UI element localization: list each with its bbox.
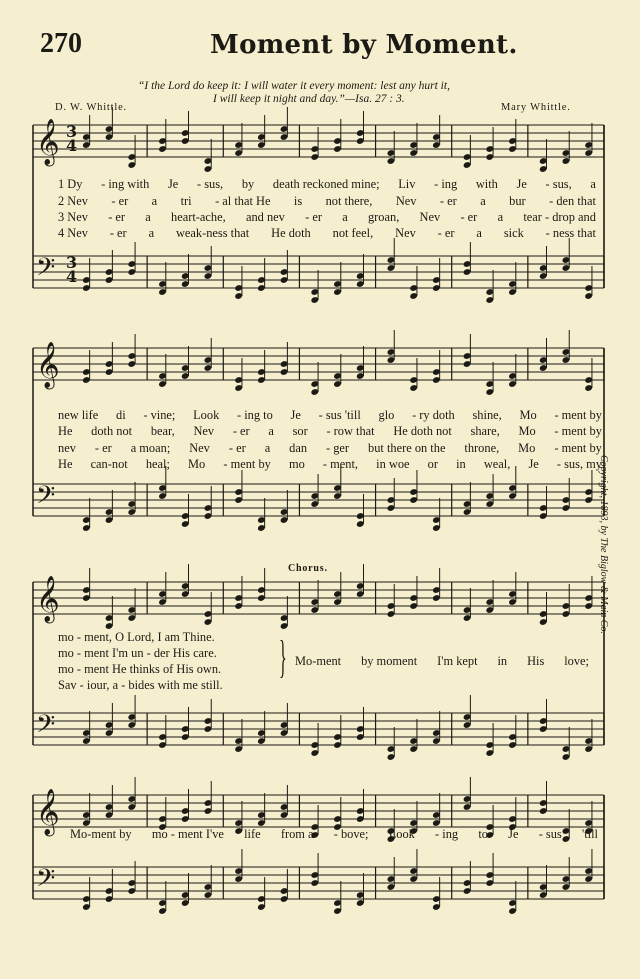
lyric-syllable: - ment,: [322, 457, 359, 471]
verse-2-line-2: [58, 424, 602, 439]
lyric-syllable: - sus,: [196, 177, 224, 191]
lyric-syllable: - sus, my: [556, 457, 602, 471]
lyric-syllable: Mo: [519, 408, 537, 422]
lyric-syllable: He: [58, 424, 73, 438]
lyric-syllable: doth not: [91, 424, 133, 438]
verse-4-line-1: [58, 226, 596, 241]
page-number: 270: [40, 28, 82, 59]
verse-3-line-2: [58, 441, 602, 456]
verse-3-line-3: mo - ment He thinks of His own.: [58, 662, 222, 676]
chorus-refrain-line: [295, 654, 589, 669]
lyric-syllable: a: [145, 210, 151, 224]
verse-1-line-1: [58, 177, 596, 192]
lyric-syllable: Nev: [395, 194, 417, 208]
lyric-syllable: - er: [460, 210, 478, 224]
lyric-syllable: Nev: [395, 226, 416, 240]
lyric-syllable: - er: [111, 194, 129, 208]
lyric-syllable: a: [268, 424, 274, 438]
lyric-syllable: not feel,: [332, 226, 374, 240]
lyric-syllable: can-not: [90, 457, 128, 471]
lyric-syllable: - row that: [326, 424, 375, 438]
lyric-syllable: Je: [528, 457, 539, 471]
lyric-syllable: - er: [228, 441, 246, 455]
lyric-syllable: with: [475, 177, 498, 191]
chorus-line-2: [70, 827, 598, 842]
lyric-syllable: Liv: [398, 177, 416, 191]
verse-2-line-3: mo - ment I'm un - der His care.: [58, 646, 217, 660]
lyric-syllable: mo - ment I've: [151, 827, 224, 841]
lyric-syllable: He doth not: [393, 424, 452, 438]
lyric-syllable: weak-ness that: [175, 226, 250, 240]
lyric-syllable: - ment by: [554, 424, 602, 438]
lyric-syllable: or: [427, 457, 438, 471]
lyric-syllable: from a: [280, 827, 314, 841]
lyric-syllable: Je: [167, 177, 179, 191]
lyric-syllable: I'm kept: [437, 654, 478, 668]
lyric-syllable: - al that He: [215, 194, 271, 208]
lyric-syllable: - ing: [434, 177, 458, 191]
lyric-syllable: sick: [503, 226, 524, 240]
lyric-syllable: tear - drop and: [523, 210, 596, 224]
verse-1-line-3: mo - ment, O Lord, I am Thine.: [58, 630, 215, 644]
lyric-syllable: mo: [288, 457, 305, 471]
lyric-syllable: a: [148, 226, 155, 240]
lyric-syllable: - er: [94, 441, 112, 455]
bass-clef-icon: 𝄢: [36, 253, 56, 288]
lyric-syllable: dan: [289, 441, 308, 455]
lyric-syllable: Mo: [188, 457, 206, 471]
lyric-syllable: - ment by: [223, 457, 271, 471]
lyric-syllable: but there on the: [368, 441, 446, 455]
time-signature: 3: [66, 253, 78, 272]
lyric-syllable: - bove;: [333, 827, 369, 841]
lyric-syllable: bur: [509, 194, 526, 208]
hymn-title: Moment by Moment.: [210, 30, 518, 60]
lyric-syllable: - er: [232, 424, 250, 438]
lyric-syllable: - sus 'till: [318, 408, 361, 422]
lyric-syllable: 3 Nev: [58, 210, 88, 224]
lyric-syllable: shine,: [472, 408, 502, 422]
lyric-syllable: - ger: [326, 441, 350, 455]
verse-4-line-3: Sav - iour, a - bides with me still.: [58, 678, 223, 692]
lyric-syllable: Je: [508, 827, 519, 841]
copyright-notice: Copyright, 1893, by The Biglow & Main Co.: [598, 455, 609, 634]
lyric-syllable: - er: [437, 226, 455, 240]
lyric-syllable: - vine;: [143, 408, 176, 422]
lyric-syllable: 1 Dy: [58, 177, 83, 191]
lyric-syllable: - ness that: [545, 226, 596, 240]
lyric-syllable: in: [497, 654, 508, 668]
lyric-syllable: - sus,: [545, 177, 572, 191]
lyric-syllable: weal,: [483, 457, 511, 471]
verse-2-line-1: [58, 194, 596, 209]
lyric-syllable: a: [497, 210, 504, 224]
lyric-syllable: Mo: [518, 424, 536, 438]
lyric-syllable: Mo-ment: [295, 654, 342, 668]
lyric-syllable: a: [590, 177, 596, 191]
treble-clef-icon: 𝄞: [36, 119, 60, 165]
lyric-syllable: Je: [290, 408, 301, 422]
time-signature: 4: [66, 267, 78, 286]
chorus-label: Chorus.: [288, 563, 328, 574]
lyric-syllable: glo: [378, 408, 395, 422]
lyric-syllable: a moan;: [130, 441, 171, 455]
lyric-syllable: Mo-ment by: [70, 827, 132, 841]
lyric-syllable: life: [244, 827, 261, 841]
lyric-syllable: Nev: [193, 424, 215, 438]
lyric-syllable: Nev: [419, 210, 441, 224]
lyric-syllable: groan,: [367, 210, 400, 224]
lyric-syllable: - ment by: [554, 441, 602, 455]
lyric-syllable: death reckoned mine;: [272, 177, 380, 191]
verse-3-line-1: [58, 210, 596, 225]
lyric-syllable: - er: [439, 194, 457, 208]
lyric-syllable: a: [480, 194, 486, 208]
author-credit: D. W. Whittle.: [55, 102, 127, 113]
treble-clef-icon: 𝄞: [36, 789, 60, 835]
lyric-syllable: throne,: [464, 441, 500, 455]
lyric-syllable: share,: [470, 424, 500, 438]
lyric-syllable: a: [264, 441, 271, 455]
verse-4-line-2: [58, 457, 602, 472]
lyric-syllable: sor: [292, 424, 308, 438]
epigraph-line-1: “I the Lord do keep it: I will water it every moment: lest any hurt it,: [138, 80, 450, 92]
lyric-syllable: by moment: [361, 654, 418, 668]
lyric-syllable: 4 Nev: [58, 226, 88, 240]
bass-clef-icon: 𝄢: [36, 481, 56, 516]
lyric-syllable: is: [293, 194, 303, 208]
lyric-syllable: - ry doth: [412, 408, 455, 422]
treble-clef-icon: 𝄞: [36, 342, 60, 388]
lyric-syllable: He doth: [271, 226, 311, 240]
lyric-syllable: heart-ache,: [171, 210, 226, 224]
epigraph-line-2: I will keep it night and day.”—Isa. 27 : 3.: [213, 93, 405, 105]
lyric-syllable: - er: [109, 226, 127, 240]
lyric-syllable: - den that: [549, 194, 596, 208]
lyric-syllable: Je: [516, 177, 527, 191]
lyric-syllable: tri: [180, 194, 192, 208]
lyric-syllable: bear,: [150, 424, 175, 438]
lyric-syllable: heal;: [145, 457, 170, 471]
lyric-syllable: in woe: [376, 457, 410, 471]
lyric-syllable: - ing to: [237, 408, 273, 422]
lyric-syllable: not there,: [325, 194, 373, 208]
lyric-syllable: di: [116, 408, 126, 422]
verse-brace: }: [279, 631, 287, 682]
time-signature: 3: [66, 122, 78, 141]
lyric-syllable: - sus: [538, 827, 562, 841]
lyric-syllable: and nev: [245, 210, 285, 224]
lyric-syllable: in: [456, 457, 466, 471]
lyric-syllable: Look: [193, 408, 220, 422]
lyric-syllable: Nev: [189, 441, 210, 455]
lyric-syllable: His: [527, 654, 545, 668]
lyric-syllable: 2 Nev: [58, 194, 88, 208]
lyric-syllable: a: [151, 194, 158, 208]
lyric-syllable: - ment by: [554, 408, 602, 422]
lyric-syllable: Look: [388, 827, 415, 841]
lyric-syllable: - ing with: [101, 177, 150, 191]
lyric-syllable: a: [342, 210, 348, 224]
lyric-syllable: - er: [108, 210, 126, 224]
lyric-syllable: Mo: [518, 441, 536, 455]
verse-1-line-2: [58, 408, 602, 423]
lyric-syllable: love;: [564, 654, 589, 668]
lyric-syllable: He: [58, 457, 73, 471]
bass-clef-icon: 𝄢: [36, 710, 56, 745]
lyric-syllable: by: [241, 177, 255, 191]
composer-credit: Mary Whittle.: [501, 102, 571, 113]
lyric-syllable: a: [476, 226, 482, 240]
lyric-syllable: nev: [58, 441, 76, 455]
lyric-syllable: - er: [305, 210, 322, 224]
lyric-syllable: new life: [58, 408, 99, 422]
bass-clef-icon: 𝄢: [36, 864, 56, 899]
lyric-syllable: to: [478, 827, 488, 841]
lyric-syllable: - ing: [435, 827, 459, 841]
time-signature: 4: [66, 136, 78, 155]
lyric-syllable: 'till: [581, 827, 598, 841]
treble-clef-icon: 𝄞: [36, 576, 60, 622]
